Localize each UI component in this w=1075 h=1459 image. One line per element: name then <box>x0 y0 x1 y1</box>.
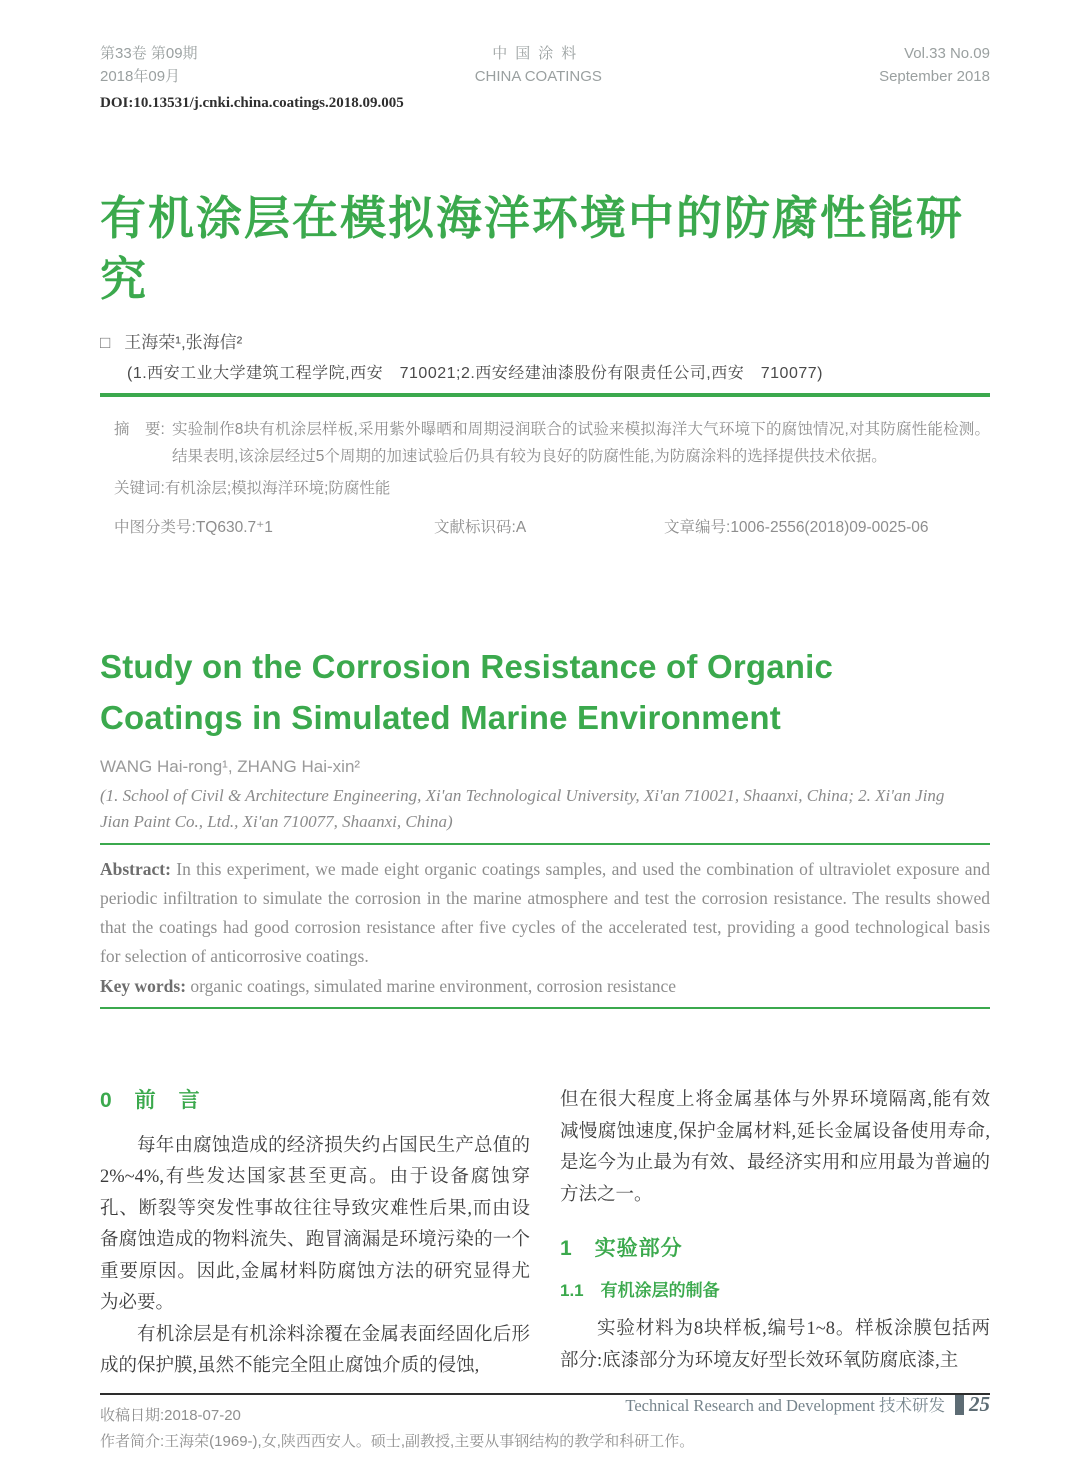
footer-section-en: Technical Research and Development <box>625 1396 875 1415</box>
article-title-en: Study on the Corrosion Resistance of Organic Coatings in Simulated Marine Environment <box>100 648 834 736</box>
classification-row <box>114 515 990 537</box>
section-0-paragraph-1: 每年由腐蚀造成的经济损失约占国民生产总值的2%~4%,有些发达国家甚至更高。由于设备腐蚀穿孔、断裂等突发性事故往往导致灾难性后果,而由设备腐蚀造成的物料流失、跑冒滴漏是环境污染的一个重要原因。因此,金属材料防腐蚀方法的研究显得尤为必要。 <box>100 1135 530 1313</box>
footer-section-cn: 技术研发 <box>879 1396 945 1415</box>
author-bio-line <box>100 1429 990 1455</box>
body-columns <box>100 1085 990 1383</box>
keywords-cn <box>114 476 990 498</box>
article-title-cn: 有机涂层在模拟海洋环境中的防腐性能研究 <box>100 192 964 305</box>
section-1-1-paragraph: 实验材料为8块样板,编号1~8。样板涂膜包括两部分:底漆部分为环境友好型长效环氧防腐底漆,主 <box>560 1319 990 1371</box>
abstract-en-label: Abstract: <box>100 859 171 879</box>
section-0-heading: 0 前 言 <box>100 1089 201 1112</box>
divider-thin-green-1 <box>100 843 990 845</box>
keywords-en <box>100 972 990 1001</box>
abstract-en <box>100 855 990 971</box>
page-footer <box>625 1392 990 1417</box>
keywords-cn-text: 有机涂层;模拟海洋环境;防腐性能 <box>164 480 391 497</box>
authors-en: WANG Hai-rong¹, ZHANG Hai-xin² <box>100 757 361 776</box>
clc-value: TQ630.7⁺1 <box>195 519 273 536</box>
section-1-1-heading: 1.1 有机涂层的制备 <box>560 1280 720 1300</box>
issue-date-en: September 2018 <box>879 68 990 85</box>
page-number: 25 <box>969 1392 990 1416</box>
affiliation-en: (1. School of Civil & Architecture Engineering, Xi'an Technological University, Xi'an 710021, Shaanxi, China; 2. Xi'an Jing Jian Paint Co., Ltd., Xi'an 710077, Shaanxi, China) <box>100 786 945 831</box>
body-column-left <box>100 1085 530 1383</box>
received-date-value: 2018-07-20 <box>164 1406 241 1424</box>
doc-code-label: 文献标识码: <box>434 519 516 536</box>
journal-name-en: CHINA COATINGS <box>474 68 602 85</box>
affiliation-cn: (1.西安工业大学建筑工程学院,西安 710021;2.西安经建油漆股份有限责任公司,西安 710077) <box>127 365 823 382</box>
header-issue-info <box>100 42 198 88</box>
article-id-value: 1006-2556(2018)09-0025-06 <box>730 519 929 536</box>
section-0-paragraph-2-continued: 但在很大程度上将金属基体与外界环境隔离,能有效减慢腐蚀速度,保护金属材料,延长金属设备使用寿命,是迄今为止最为有效、最经济实用和应用最为普遍的方法之一。 <box>560 1090 990 1205</box>
issue-date-cn: 2018年09月 <box>100 68 181 85</box>
journal-header <box>100 42 990 88</box>
author-marker-square: □ <box>100 333 111 352</box>
header-journal-name <box>475 42 602 88</box>
abstract-en-text: In this experiment, we made eight organic coatings samples, and used the combination of ultraviolet exposure and periodic infiltration to simulate the corrosion in the marine atmosphere and test the corrosion resistance. The results showed that the coatings had good corrosion resistance after five cycles of the accelerated test, providing a good technological basis for selection of anticorrosive coatings. <box>100 859 990 966</box>
keywords-cn-label: 关键词: <box>114 480 165 497</box>
section-1-heading: 1 实验部分 <box>560 1237 683 1260</box>
clc-label: 中图分类号: <box>114 519 196 536</box>
document-code <box>434 515 664 537</box>
footer-bar-mark <box>955 1395 964 1415</box>
author-bio-text: 王海荣(1969-),女,陕西西安人。硕士,副教授,主要从事钢结构的教学和科研工作。 <box>164 1432 695 1450</box>
author-bio-label: 作者简介: <box>100 1432 165 1450</box>
clc-number <box>114 515 434 537</box>
doc-code-value: A <box>515 519 527 536</box>
author-names-cn: 王海荣¹,张海信² <box>124 333 243 352</box>
volume-issue: 第33卷 第09期 <box>100 45 198 62</box>
article-id-label: 文章编号: <box>664 519 731 536</box>
keywords-en-text: organic coatings, simulated marine environment, corrosion resistance <box>190 976 677 996</box>
keywords-en-label: Key words: <box>100 976 187 996</box>
article-id <box>664 515 929 537</box>
vol-no-en: Vol.33 No.09 <box>904 45 990 62</box>
divider-thin-green-2 <box>100 1007 990 1009</box>
abstract-cn <box>100 417 990 470</box>
received-date-label: 收稿日期: <box>100 1406 165 1424</box>
abstract-cn-text: 实验制作8块有机涂层样板,采用紫外曝晒和周期浸润联合的试验来模拟海洋大气环境下的腐蚀情况,对其防腐性能检测。结果表明,该涂层经过5个周期的加速试验后仍具有较为良好的防腐性能,为防腐涂料的选择提供技术依据。 <box>172 421 990 465</box>
journal-name-cn: 中国涂料 <box>492 45 585 62</box>
section-0-paragraph-2: 有机涂层是有机涂料涂覆在金属表面经固化后形成的保护膜,虽然不能完全阻止腐蚀介质的侵蚀, <box>100 1324 530 1376</box>
body-column-right <box>560 1085 990 1383</box>
header-vol-info <box>879 42 990 88</box>
divider-thick-green <box>100 393 990 397</box>
abstract-cn-label: 摘 要: <box>114 421 165 438</box>
authors-cn <box>100 328 990 353</box>
doi-line: DOI:10.13531/j.cnki.china.coatings.2018.09.005 <box>100 95 404 111</box>
